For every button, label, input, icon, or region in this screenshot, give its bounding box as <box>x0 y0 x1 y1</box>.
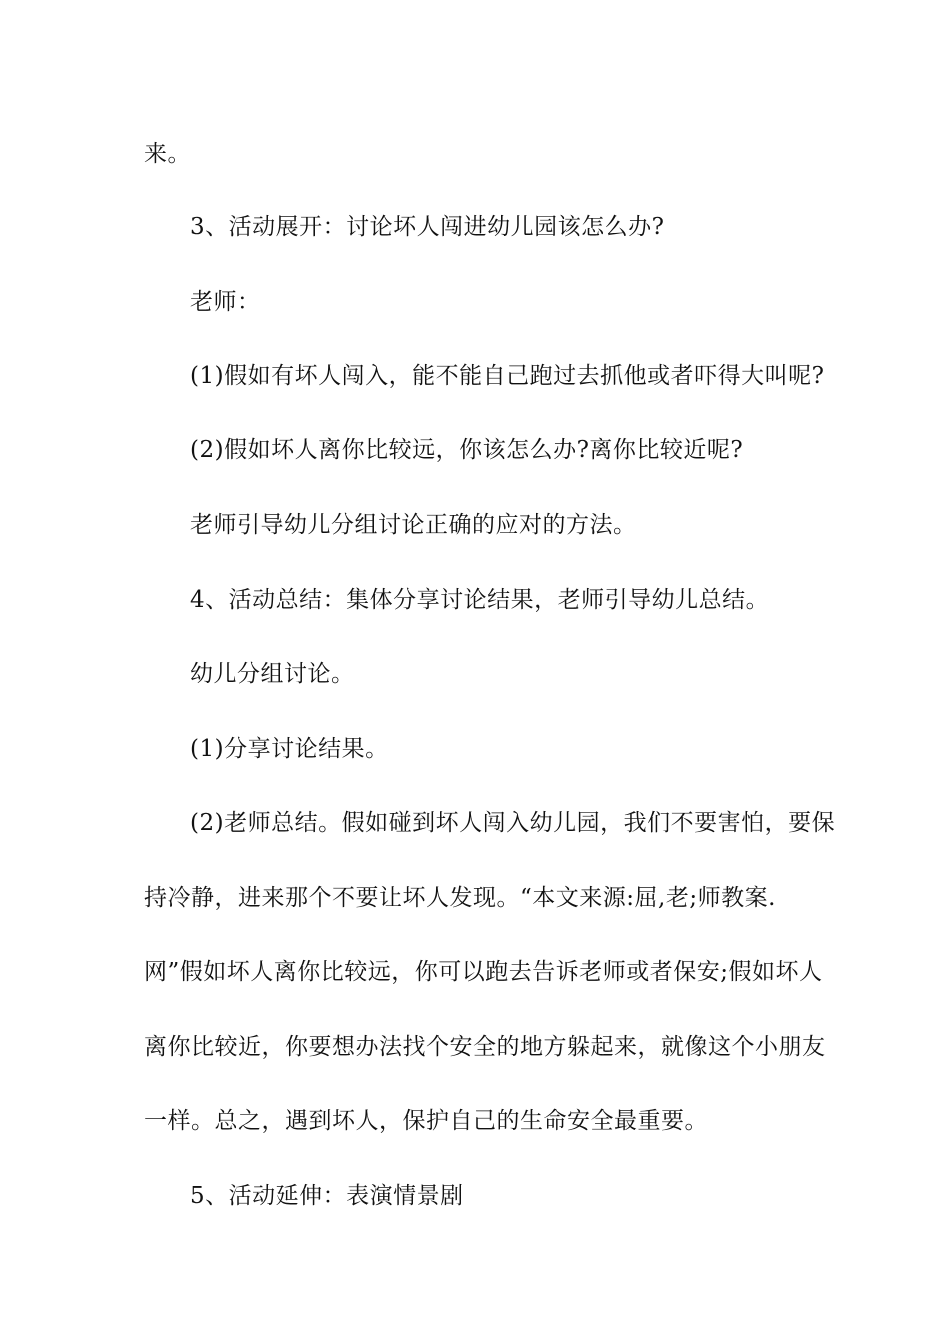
text-line: 离你比较近，你要想办法找个安全的地方躲起来，就像这个小朋友 <box>144 1034 826 1060</box>
text-line: 老师引导幼儿分组讨论正确的应对的方法。 <box>190 512 637 538</box>
text-line: 来。 <box>144 141 191 167</box>
text-line: (2)假如坏人离你比较远，你该怎么办?离你比较近呢? <box>190 437 744 463</box>
text-line: (1)假如有坏人闯入，能不能自己跑过去抓他或者吓得大叫呢? <box>190 363 825 389</box>
section-heading: 3、活动展开：讨论坏人闯进幼儿园该怎么办? <box>190 214 665 240</box>
text-line: 持冷静，进来那个不要让坏人发现。“本文来源:屈,老;师教案. <box>144 885 776 911</box>
section-heading: 4、活动总结：集体分享讨论结果，老师引导幼儿总结。 <box>190 587 770 613</box>
text-line: (1)分享讨论结果。 <box>190 736 389 762</box>
section-heading: 5、活动延伸：表演情景剧 <box>190 1183 464 1209</box>
text-line: 幼儿分组讨论。 <box>190 661 355 687</box>
text-line: (2)老师总结。假如碰到坏人闯入幼儿园，我们不要害怕，要保 <box>190 810 836 836</box>
text-line: 网”假如坏人离你比较远，你可以跑去告诉老师或者保安;假如坏人 <box>144 959 823 985</box>
text-line: 一样。总之，遇到坏人，保护自己的生命安全最重要。 <box>144 1108 708 1134</box>
text-line: 老师： <box>190 289 261 315</box>
